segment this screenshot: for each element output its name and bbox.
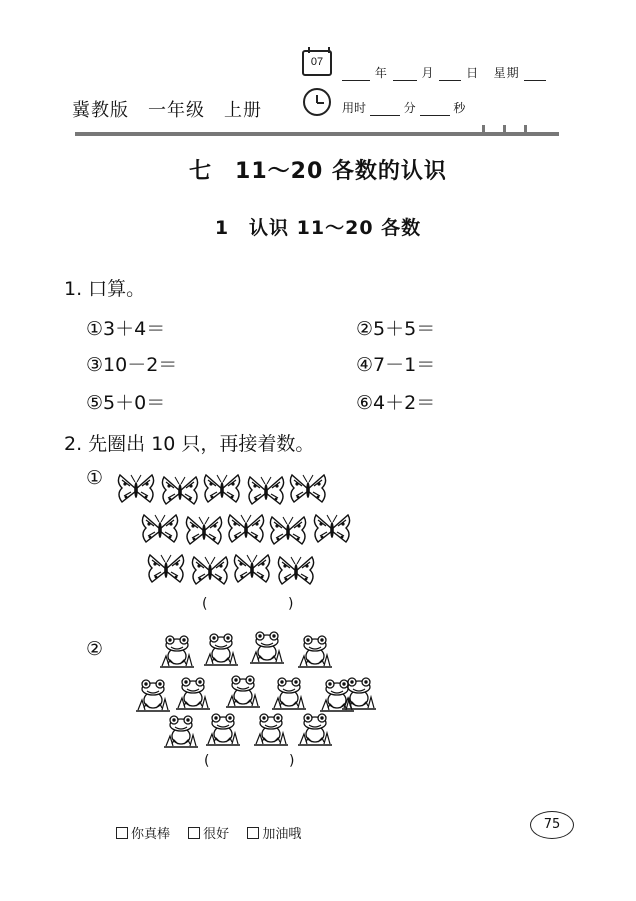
answer-paren-right: ) bbox=[289, 753, 295, 769]
rating-option[interactable] bbox=[116, 827, 170, 842]
page-number: 75 bbox=[530, 811, 574, 839]
frog-icon[interactable] bbox=[136, 678, 170, 716]
weekday-blank[interactable] bbox=[524, 68, 546, 81]
butterfly-icon[interactable] bbox=[140, 512, 180, 550]
year-label: 年 bbox=[374, 66, 388, 80]
header-rule bbox=[75, 132, 559, 136]
frog-icon[interactable] bbox=[250, 630, 284, 668]
day-label: 日 bbox=[466, 66, 480, 80]
answer-paren-left: ( bbox=[202, 596, 208, 612]
butterfly-icon[interactable] bbox=[232, 552, 272, 590]
frog-icon[interactable] bbox=[254, 712, 288, 750]
clock-icon bbox=[303, 88, 331, 116]
section-title: 1 认识 11～20 各数 bbox=[214, 217, 422, 239]
frog-icon[interactable] bbox=[160, 634, 194, 672]
butterfly-icon[interactable] bbox=[268, 514, 308, 552]
answer-paren-right: ) bbox=[288, 596, 294, 612]
frog-icon[interactable] bbox=[342, 676, 376, 714]
checkbox-icon[interactable] bbox=[188, 827, 200, 839]
part-2-marker: ② bbox=[86, 638, 104, 660]
rating-label: 加油哦 bbox=[262, 827, 302, 842]
frog-icon[interactable] bbox=[206, 712, 240, 750]
part-1-marker: ① bbox=[86, 467, 104, 489]
chapter-title: 七 11～20 各数的认识 bbox=[189, 159, 447, 184]
seconds-label: 秒 bbox=[453, 101, 466, 115]
year-blank[interactable] bbox=[342, 68, 370, 81]
frog-icon[interactable] bbox=[176, 676, 210, 714]
butterfly-icon[interactable] bbox=[288, 472, 328, 510]
textbook-series: 冀教版 一年级 上册 bbox=[72, 100, 262, 121]
question-2-title: 2. 先圈出 10 只，再接着数。 bbox=[64, 433, 315, 455]
checkbox-icon[interactable] bbox=[247, 827, 259, 839]
weekday-label: 星期 bbox=[493, 66, 520, 80]
month-label: 月 bbox=[421, 66, 435, 80]
butterfly-icon[interactable] bbox=[146, 552, 186, 590]
frog-icon[interactable] bbox=[298, 634, 332, 672]
equation-1: ①3＋4＝ bbox=[86, 318, 166, 340]
checkbox-icon[interactable] bbox=[116, 827, 128, 839]
rating-label: 很好 bbox=[203, 827, 230, 842]
date-line bbox=[342, 64, 546, 81]
rating-label: 你真棒 bbox=[131, 827, 171, 842]
butterfly-icon[interactable] bbox=[246, 474, 286, 512]
butterfly-icon[interactable] bbox=[276, 554, 316, 592]
frog-icon[interactable] bbox=[272, 676, 306, 714]
butterfly-icon[interactable] bbox=[184, 514, 224, 552]
seconds-blank[interactable] bbox=[420, 103, 450, 116]
rule-dot bbox=[524, 125, 527, 135]
rating-option[interactable] bbox=[188, 827, 229, 842]
equation-5: ⑤5＋0＝ bbox=[86, 392, 166, 414]
day-blank[interactable] bbox=[439, 68, 461, 81]
rule-dot bbox=[503, 125, 506, 135]
calendar-icon bbox=[302, 50, 332, 76]
self-rating bbox=[116, 823, 315, 842]
equation-4: ④7－1＝ bbox=[356, 354, 436, 376]
equation-6: ⑥4＋2＝ bbox=[356, 392, 436, 414]
butterfly-icon[interactable] bbox=[116, 472, 156, 510]
answer-paren-left: ( bbox=[204, 753, 210, 769]
frog-icon[interactable] bbox=[298, 712, 332, 750]
frog-icon[interactable] bbox=[204, 632, 238, 670]
equation-2: ②5＋5＝ bbox=[356, 318, 436, 340]
minutes-label: 分 bbox=[403, 101, 416, 115]
butterfly-icon[interactable] bbox=[226, 512, 266, 550]
minutes-blank[interactable] bbox=[370, 103, 400, 116]
butterfly-icon[interactable] bbox=[190, 554, 230, 592]
rating-option[interactable] bbox=[247, 827, 301, 842]
butterfly-icon[interactable] bbox=[160, 474, 200, 512]
equation-3: ③10－2＝ bbox=[86, 354, 178, 376]
time-used-line bbox=[342, 99, 465, 116]
rule-dot bbox=[482, 125, 485, 135]
time-used-label: 用时 bbox=[342, 101, 367, 115]
butterfly-icon[interactable] bbox=[202, 472, 242, 510]
butterfly-icon[interactable] bbox=[312, 512, 352, 550]
frog-icon[interactable] bbox=[164, 714, 198, 752]
calendar-icon-number: 07 bbox=[310, 56, 324, 68]
frog-icon[interactable] bbox=[226, 674, 260, 712]
month-blank[interactable] bbox=[393, 68, 417, 81]
question-1-title: 1. 口算。 bbox=[64, 278, 146, 300]
